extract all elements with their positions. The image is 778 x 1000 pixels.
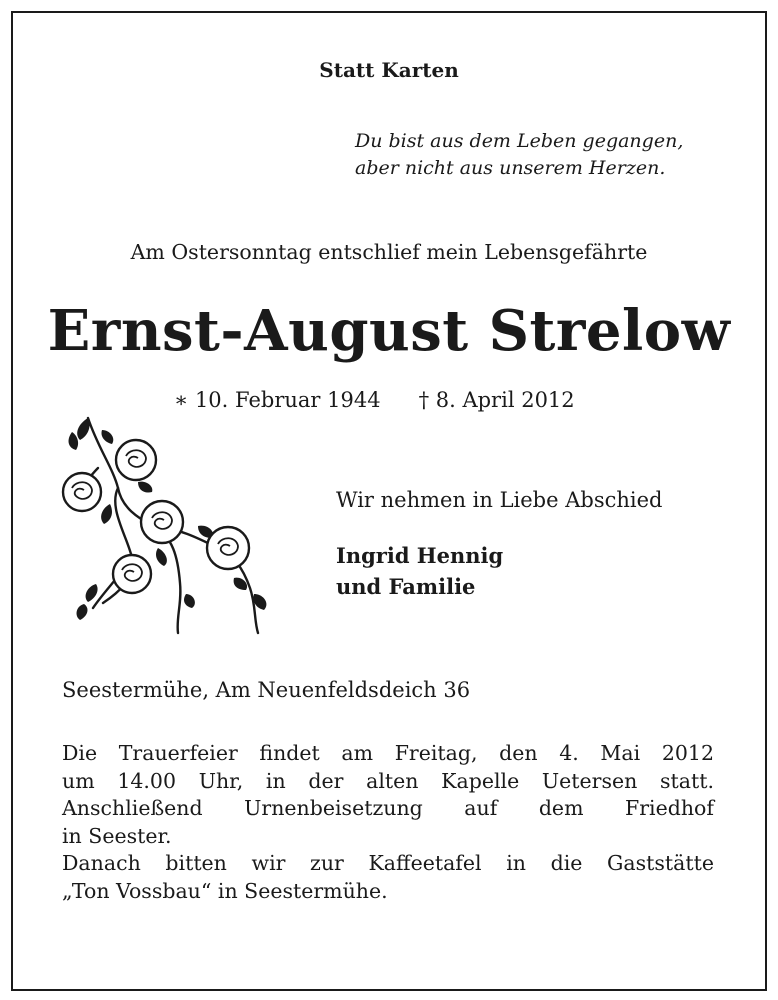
mourner-family: und Familie <box>336 574 476 599</box>
details-line-3: Anschließend Urnenbeisetzung auf dem Friedhof <box>62 796 714 820</box>
details-line-5: Danach bitten wir zur Kaffeetafel in die Gaststätte <box>62 851 714 875</box>
deceased-name: Ernst-August Strelow <box>47 298 731 364</box>
details-line-2: um 14.00 Uhr, in der alten Kapelle Uetersen statt. <box>62 768 714 793</box>
death-date: † 8. April 2012 <box>418 388 575 412</box>
birth-date: ∗ 10. Februar 1944 <box>174 388 381 412</box>
farewell-text: Wir nehmen in Liebe Abschied <box>336 488 663 512</box>
details-line-4: in Seester. <box>62 823 172 848</box>
intro-text: Am Ostersonntag entschlief mein Lebensgefährte <box>130 240 648 264</box>
funeral-details <box>62 740 714 905</box>
notice-heading: Statt Karten <box>319 58 459 82</box>
motto-line-2: aber nicht aus unserem Herzen. <box>355 157 666 179</box>
details-line-6: „Ton Vossbau“ in Seestermühe. <box>62 878 388 903</box>
details-line-1: Die Trauerfeier findet am Freitag, den 4. Mai 2012 <box>62 741 714 765</box>
mourner-name: Ingrid Hennig <box>336 543 504 568</box>
roses-illustration-icon <box>58 408 278 640</box>
motto-line-1: Du bist aus dem Leben gegangen, <box>355 130 684 152</box>
mourners <box>336 540 503 602</box>
address-text: Seestermühe, Am Neuenfeldsdeich 36 <box>62 678 471 702</box>
motto-quote <box>355 128 683 182</box>
